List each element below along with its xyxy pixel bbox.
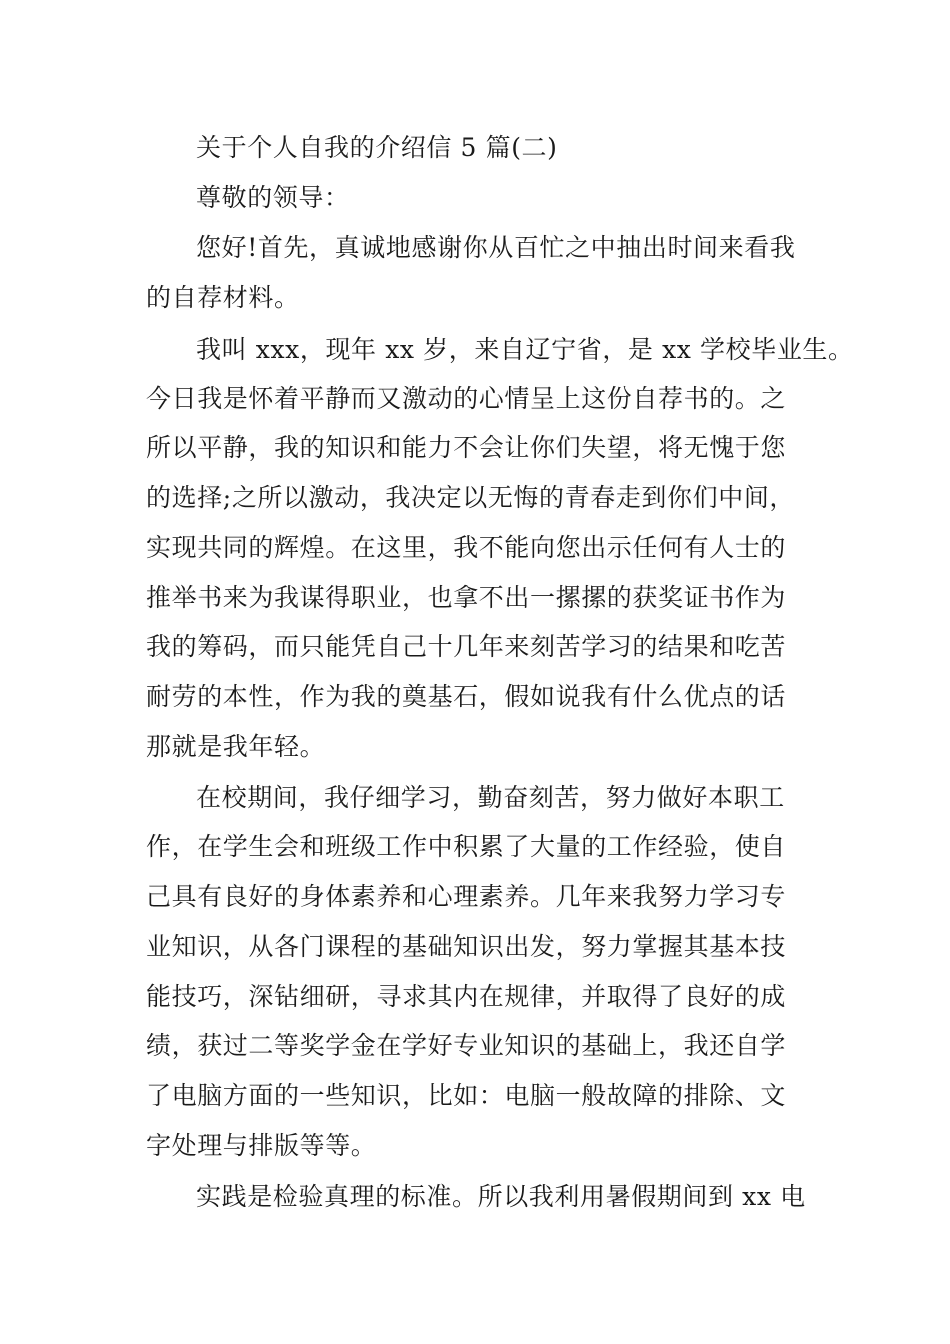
text-line: 业知识，从各门课程的基础知识出发，努力掌握其基本技	[146, 932, 787, 961]
text-line: 所以平静，我的知识和能力不会让你们失望，将无愧于您	[146, 433, 787, 462]
text-line: 了电脑方面的一些知识，比如：电脑一般故障的排除、文	[146, 1081, 787, 1110]
text-line: 的选择;之所以激动，我决定以无悔的青春走到你们中间，	[146, 483, 796, 512]
text-line: 那就是我年轻。	[146, 732, 326, 761]
text-line: 您好!首先，真诚地感谢你从百忙之中抽出时间来看我	[196, 233, 796, 262]
text-line: 在校期间，我仔细学习，勤奋刻苦，努力做好本职工	[196, 783, 785, 812]
text-line: 我的筹码，而只能凭自己十几年来刻苦学习的结果和吃苦	[146, 632, 787, 661]
text-line: 推举书来为我谋得职业，也拿不出一摞摞的获奖证书作为	[146, 583, 787, 612]
text-line: 字处理与排版等等。	[146, 1131, 377, 1160]
text-line: 实践是检验真理的标准。所以我利用暑假期间到 xx 电	[196, 1182, 806, 1211]
text-line: 作，在学生会和班级工作中积累了大量的工作经验，使自	[146, 832, 787, 861]
text-line: 绩，获过二等奖学金在学好专业知识的基础上，我还自学	[146, 1031, 787, 1060]
salutation: 尊敬的领导：	[196, 183, 350, 212]
text-line: 实现共同的辉煌。在这里，我不能向您出示任何有人士的	[146, 533, 787, 562]
text-line: 耐劳的本性，作为我的奠基石，假如说我有什么优点的话	[146, 682, 787, 711]
text-line: 的自荐材料。	[146, 283, 300, 312]
document-title: 关于个人自我的介绍信 5 篇(二)	[196, 133, 558, 162]
text-line: 今日我是怀着平静而又激动的心情呈上这份自荐书的。之	[146, 384, 787, 413]
text-line: 能技巧，深钻细研，寻求其内在规律，并取得了良好的成	[146, 982, 787, 1011]
text-line: 我叫 xxx，现年 xx 岁，来自辽宁省，是 xx 学校毕业生。	[196, 335, 854, 364]
text-line: 己具有良好的身体素养和心理素养。几年来我努力学习专	[146, 882, 787, 911]
